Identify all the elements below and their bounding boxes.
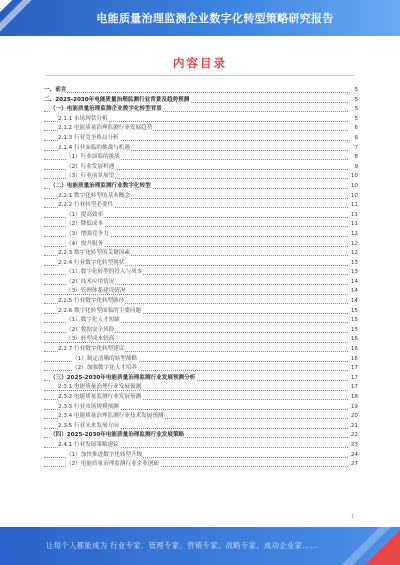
- toc-entry[interactable]: [44, 134, 358, 144]
- toc-entry[interactable]: [44, 393, 358, 403]
- toc-entry[interactable]: [44, 105, 358, 115]
- toc-entry-page: 6: [348, 134, 358, 144]
- toc-entry-title: 2.3.4 电能质量治理监测行业技术发展预测: [58, 413, 164, 420]
- toc-entry-page: 10: [348, 182, 358, 192]
- toc-entry-title: 2.3.2 电能质量监测行业发展预测: [58, 394, 142, 400]
- toc-entry-title: 二、2025-2030年电能质量治理监测行业背景及趋势预测: [44, 96, 190, 103]
- footer-banner: [0, 527, 400, 565]
- toc-entry-title: 2.2.1 数字化转型的基本概念: [58, 192, 130, 199]
- toc-entry-page: 10: [348, 192, 358, 202]
- toc-entry-title: （1）数字化转型的投入与成本: [66, 269, 143, 276]
- toc-entry[interactable]: [44, 345, 358, 355]
- toc-entry[interactable]: [44, 460, 358, 470]
- toc-entry-title: （3）转型成本较高: [66, 336, 115, 343]
- toc-entry-title: （三）2025-2030年电能质量治理监测行业发展预测分析: [50, 374, 196, 381]
- toc-entry-title: （二）电能质量治理监测行业数字化转型: [50, 182, 151, 189]
- toc-entry-page: 11: [348, 211, 358, 221]
- toc-entry[interactable]: [44, 326, 358, 336]
- toc-entry-page: 24: [348, 451, 358, 461]
- toc-entry[interactable]: [44, 230, 358, 240]
- toc-entry-page: 13: [348, 259, 358, 269]
- toc-entry-page: 17: [348, 364, 358, 374]
- toc-entry-title: （2）技术应用情况: [66, 278, 115, 285]
- toc-entry-page: 23: [348, 441, 358, 451]
- toc-entry[interactable]: [44, 201, 358, 211]
- toc-entry-page: 16: [348, 335, 358, 345]
- toc-entry[interactable]: [44, 124, 358, 134]
- toc-entry-page: 22: [348, 431, 358, 441]
- toc-entry-title: 2.4.1 行业发展策略建议: [58, 441, 119, 448]
- toc-divider: [46, 75, 354, 76]
- toc-entry-title: 2.2.7 行业数字化转型建议: [58, 346, 125, 353]
- toc-entry[interactable]: [44, 383, 358, 393]
- toc-entry-page: 12: [348, 230, 358, 240]
- toc-entry[interactable]: [44, 364, 358, 374]
- toc-entry-title: 2.2.2 行业转型必要性: [58, 202, 114, 209]
- toc-entry-title: （四）2025-2030年电能质量治理监测行业发展策略: [50, 432, 185, 439]
- toc-entry[interactable]: [44, 422, 358, 432]
- toc-entry-title: （3）行业前景展望: [66, 173, 115, 180]
- toc-entry-page: 16: [348, 345, 358, 355]
- toc-entry-page: 9: [348, 163, 358, 173]
- toc-entry[interactable]: [44, 240, 358, 250]
- toc-entry-title: 2.1.2 电能质量治理监测行业发展趋势: [58, 125, 153, 132]
- toc-entry-title: （2）数据安全风险: [66, 326, 115, 333]
- toc-entry[interactable]: [44, 412, 358, 422]
- footer-slogan: 让每个人都能成为 行业专家、管理专家、营销专家、战略专家、成功企业家……: [46, 541, 318, 550]
- report-title: 电能质量治理监测企业数字化转型策略研究报告: [96, 12, 334, 25]
- toc-entry-title: （2）行业发展机遇: [66, 163, 115, 170]
- toc-entry[interactable]: [44, 441, 358, 451]
- footer-decoration: [340, 527, 400, 565]
- toc-entry-page: 18: [348, 393, 358, 403]
- toc-entry[interactable]: [44, 153, 358, 163]
- toc-entry[interactable]: [44, 115, 358, 125]
- toc-entry[interactable]: [44, 287, 358, 297]
- page-number: 1: [350, 514, 354, 520]
- toc-entry-title: 2.3.5 行业未来发展方向: [58, 422, 119, 429]
- toc-entry[interactable]: [44, 451, 358, 461]
- toc-entry-page: 14: [348, 278, 358, 288]
- toc-entry[interactable]: [44, 163, 358, 173]
- toc-entry-title: （1）提高效率: [66, 211, 104, 218]
- toc-entry-page: 16: [348, 355, 358, 365]
- toc-entry-title: （1）数字化人才短缺: [66, 317, 120, 324]
- toc-entry-page: 11: [348, 201, 358, 211]
- toc-entry-page: 15: [348, 307, 358, 317]
- toc-entry[interactable]: [44, 86, 358, 96]
- toc-entry-title: 一、前言: [44, 87, 67, 93]
- toc-entry-title: （3）增强竞争力: [66, 230, 109, 237]
- toc-entry[interactable]: [44, 403, 358, 413]
- toc-entry-title: 2.1.1 市场现状分析: [58, 115, 108, 122]
- toc-entry-page: 10: [348, 172, 358, 182]
- toc-entry[interactable]: [44, 316, 358, 326]
- toc-entry-title: 2.2.5 行业数字化转型路径: [58, 298, 125, 305]
- toc-leader-dots: [44, 92, 348, 93]
- toc-entry-title: （3）管理体系建设情况: [66, 288, 126, 295]
- toc-entry[interactable]: [44, 431, 358, 441]
- toc-entry-page: 27: [348, 460, 358, 470]
- toc-entry-title: （2）电能质量治理监测行业企业创新: [66, 461, 160, 468]
- toc-entry-page: 15: [348, 316, 358, 326]
- toc-entry-title: 2.1.4 行业面临的挑战与机遇: [58, 144, 130, 151]
- toc-entry-page: 11: [348, 220, 358, 230]
- toc-entry-title: （1）行业面临的挑战: [66, 154, 120, 161]
- toc-entry-title: （4）提升服务: [66, 240, 104, 247]
- toc-entry[interactable]: [44, 172, 358, 182]
- toc-entry-title: 2.2.4 行业数字化转型现状: [58, 259, 125, 266]
- toc-entry[interactable]: [44, 220, 358, 230]
- header-banner: [0, 0, 400, 36]
- toc-entry[interactable]: [44, 259, 358, 269]
- toc-entry-page: 5: [348, 115, 358, 125]
- toc-entry[interactable]: [44, 249, 358, 259]
- toc-entry-title: 2.3.3 行业市场规模预测: [58, 403, 119, 410]
- toc-entry[interactable]: [44, 192, 358, 202]
- toc-entry-page: 5: [348, 105, 358, 115]
- toc-entry-page: 6: [348, 124, 358, 134]
- toc-entry-page: 12: [348, 240, 358, 250]
- toc-entry[interactable]: [44, 96, 358, 106]
- toc-entry-title: （2）加强数字化人才培养: [72, 365, 138, 372]
- table-of-contents: [44, 86, 358, 470]
- toc-entry-title: （一）电能质量治理监测企业数字化转型背景: [50, 106, 162, 113]
- toc-entry-page: 15: [348, 326, 358, 336]
- toc-entry-page: 14: [348, 287, 358, 297]
- toc-entry[interactable]: [44, 182, 358, 192]
- toc-entry-title: （1）制定清晰的转型战略: [72, 355, 138, 362]
- toc-entry-page: 21: [348, 422, 358, 432]
- toc-entry[interactable]: [44, 307, 358, 317]
- toc-entry-title: （2）降低成本: [66, 221, 104, 228]
- toc-heading: 内容目录: [173, 56, 227, 70]
- toc-entry-title: 2.2.6 数字化转型面临的主要问题: [58, 307, 142, 314]
- toc-entry-page: 12: [348, 249, 358, 259]
- header-decoration: [0, 0, 40, 36]
- toc-entry[interactable]: [44, 278, 358, 288]
- toc-entry-page: 17: [348, 383, 358, 393]
- toc-entry-page: 20: [348, 412, 358, 422]
- toc-entry[interactable]: [44, 374, 358, 384]
- toc-entry-page: 7: [348, 144, 358, 154]
- toc-entry-page: 19: [348, 403, 358, 413]
- toc-entry-page: 14: [348, 297, 358, 307]
- toc-entry[interactable]: [44, 355, 358, 365]
- toc-entry-title: 2.3.1 电能质量治理行业发展预测: [58, 384, 142, 391]
- toc-entry-title: 2.2.3 数字化转型的关键因素: [58, 250, 130, 257]
- toc-entry-page: 17: [348, 374, 358, 384]
- toc-entry-page: 13: [348, 268, 358, 278]
- toc-entry[interactable]: [44, 268, 358, 278]
- toc-entry-title: 2.1.3 行业竞争格局分析: [58, 134, 119, 141]
- toc-entry-title: （1）加快推进数字化转型升级: [66, 451, 143, 458]
- toc-entry[interactable]: [44, 211, 358, 221]
- toc-entry[interactable]: [44, 297, 358, 307]
- toc-entry-page: 5: [348, 86, 358, 96]
- toc-entry-page: 5: [348, 96, 358, 106]
- toc-entry[interactable]: [44, 144, 358, 154]
- toc-entry-page: 8: [348, 153, 358, 163]
- toc-entry[interactable]: [44, 335, 358, 345]
